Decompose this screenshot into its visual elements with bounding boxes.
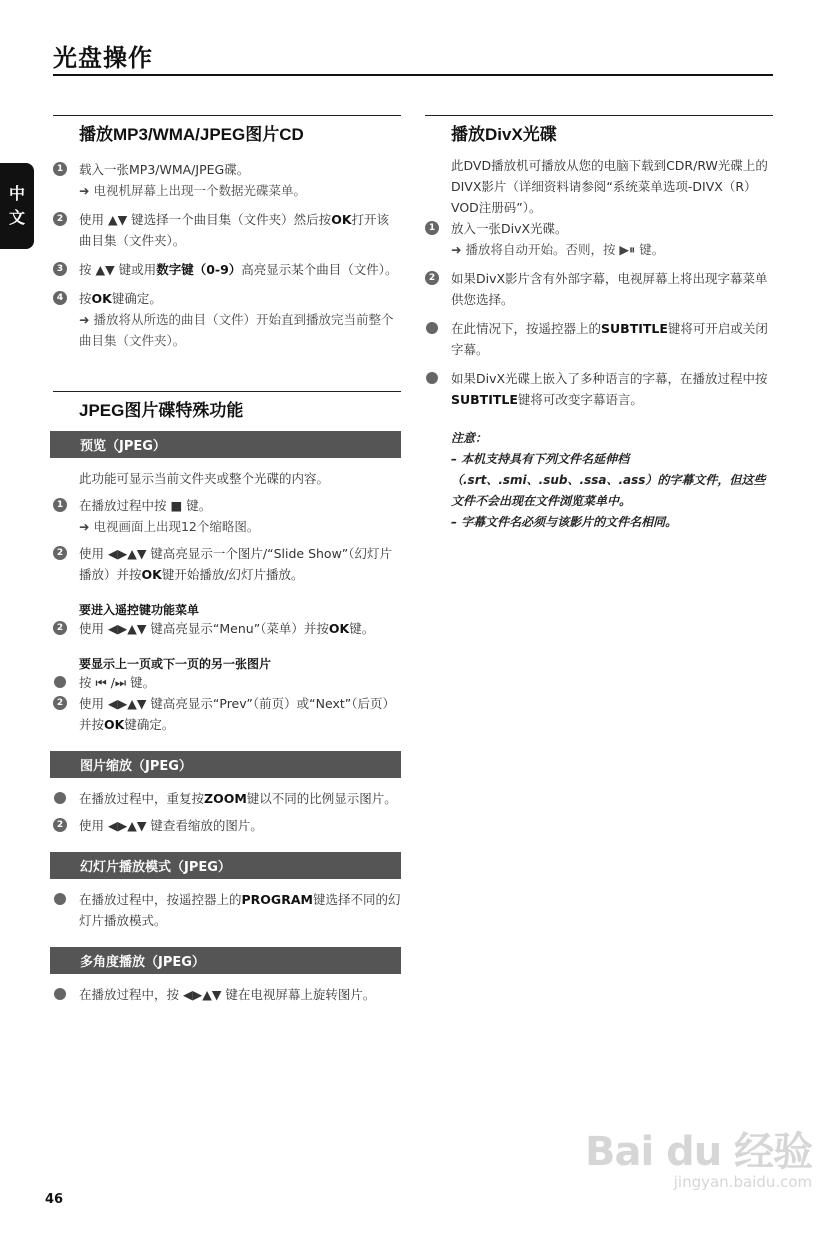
title-rule — [53, 74, 773, 76]
step-text: 在此情况下，按遥控器上的 — [451, 321, 602, 336]
bar-preview: 预览（JPEG） — [50, 431, 401, 458]
watermark — [585, 1120, 812, 1191]
step-4 — [53, 288, 401, 351]
step-text-cont: 键选择不同的幻灯片播放模式。 — [79, 892, 401, 928]
step-text: 使用 ◀▶▲▼ 键高亮显示“Prev”（前页）或“Next”（后页）并按 — [79, 696, 395, 732]
bullet-icon — [54, 792, 66, 804]
step-text-cont: 高亮显示某个曲目（文件）。 — [241, 262, 398, 277]
step-number-icon: 3 — [53, 262, 67, 276]
language-tab — [0, 163, 34, 249]
key-subtitle: SUBTITLE — [601, 321, 668, 336]
key-ok: OK — [331, 212, 352, 227]
page-step-1 — [53, 672, 401, 693]
zoom-step-2 — [53, 815, 401, 836]
step-1 — [53, 159, 401, 201]
step-text: 使用 ◀▶▲▼ 键高亮显示“Menu”（菜单）并按 — [79, 621, 329, 636]
step-number-icon: 1 — [53, 162, 67, 176]
divx-step-4 — [425, 368, 773, 410]
bar-multi-angle: 多角度播放（JPEG） — [50, 947, 401, 974]
step-text-cont: 键开始播放/幻灯片播放。 — [161, 567, 304, 582]
divx-step-1 — [425, 218, 773, 260]
section-title-mp3-cd: 播放MP3/WMA/JPEG图片CD — [53, 115, 401, 145]
menu-step — [53, 618, 401, 639]
step-text-cont: 打开该曲目集（文件夹）。 — [79, 212, 390, 248]
note-heading: 注意： — [451, 431, 488, 445]
step-number-icon: 2 — [53, 696, 67, 710]
step-text: 如果DivX光碟上嵌入了多种语言的字幕，在播放过程中按 — [451, 371, 768, 386]
key-program: PROGRAM — [241, 892, 313, 907]
step-number-icon: 1 — [425, 221, 439, 235]
divx-step-3 — [425, 318, 773, 360]
step-result: ➜ 播放将从所选的曲目（文件）开始直到播放完当前整个曲目集（文件夹）。 — [79, 312, 394, 348]
key-ok: OK — [141, 567, 162, 582]
page-number: 46 — [45, 1192, 64, 1207]
bullet-icon — [426, 372, 438, 384]
step-result: ➜ 电视机屏幕上出现一个数据光碟菜单。 — [79, 183, 306, 198]
page-title: 光盘操作 — [53, 44, 153, 72]
subhead-page: 要显示上一页或下一页的另一张图片 — [79, 657, 272, 671]
watermark-url: jingyan.baidu.com — [673, 1173, 813, 1191]
step-result: ➜ 电视画面上出现12个缩略图。 — [79, 519, 260, 534]
right-column — [425, 115, 773, 533]
key-subtitle: SUBTITLE — [451, 392, 518, 407]
step-number-icon: 2 — [53, 212, 67, 226]
step-text: 在播放过程中，按 ◀▶▲▼ 键在电视屏幕上旋转图片。 — [79, 987, 376, 1002]
step-text: 使用 ◀▶▲▼ 键查看缩放的图片。 — [79, 818, 263, 833]
step-3 — [53, 259, 401, 280]
step-text-cont: 键将可改变字幕语言。 — [517, 392, 643, 407]
step-text-cont: 键。 — [349, 621, 375, 636]
bullet-icon — [54, 676, 66, 688]
left-column — [53, 115, 401, 1005]
note-2: – 字幕文件名必须与该影片的文件名相同。 — [451, 515, 678, 529]
step-number-icon: 2 — [53, 621, 67, 635]
key-ok: OK — [91, 291, 112, 306]
step-number-icon: 2 — [53, 546, 67, 560]
subhead-menu: 要进入遥控键功能菜单 — [79, 603, 200, 617]
step-text: 使用 ◀▶▲▼ 键高亮显示一个图片/“Slide Show”（幻灯片播放）并按 — [79, 546, 393, 582]
step-result: ➜ 播放将自动开始。否则，按 ▶⏸ 键。 — [451, 242, 665, 257]
step-text: 在播放过程中，按遥控器上的 — [79, 892, 242, 907]
bullet-icon — [426, 322, 438, 334]
step-text-cont: 键确定。 — [111, 291, 162, 306]
angle-step — [53, 984, 401, 1005]
watermark-logo: Bai du 经验 — [585, 1129, 813, 1175]
bullet-icon — [54, 988, 66, 1000]
note-1: – 本机支持具有下列文件名延伸档（.srt、.smi、.sub、.ssa、.ass）的字幕文件，但这些文件不会出现在文件浏览菜单中。 — [451, 452, 766, 508]
step-text: 按 — [79, 291, 92, 306]
bar-zoom: 图片缩放（JPEG） — [50, 751, 401, 778]
key-zoom: ZOOM — [204, 791, 247, 806]
preview-step-1 — [53, 495, 401, 537]
step-text-cont: 键将可开启或关闭字幕。 — [451, 321, 768, 357]
section-title-jpeg-features: JPEG图片碟特殊功能 — [53, 391, 401, 421]
divx-intro: 此DVD播放机可播放从您的电脑下载到CDR/RW光碟上的DIVX影片（详细资料请参阅“系统菜单选项-DIVX（R）VOD注册码”）。 — [451, 158, 768, 215]
step-number-icon: 2 — [53, 818, 67, 832]
step-number-icon: 2 — [425, 271, 439, 285]
step-text: 如果DivX影片含有外部字幕，电视屏幕上将出现字幕菜单供您选择。 — [451, 271, 768, 307]
key-ok: OK — [328, 621, 350, 636]
zoom-step-1 — [53, 788, 401, 809]
key-digits: 数字键（0-9） — [156, 262, 242, 277]
step-text-cont: 键以不同的比例显示图片。 — [246, 791, 397, 806]
step-text: 放入一张DivX光碟。 — [451, 221, 568, 236]
bullet-icon — [54, 893, 66, 905]
divx-step-2 — [425, 268, 773, 310]
step-text: 在播放过程中，重复按 — [79, 791, 205, 806]
step-text: 按 ⏮ /⏭ 键。 — [79, 675, 156, 690]
key-ok: OK — [104, 717, 125, 732]
step-number-icon: 1 — [53, 498, 67, 512]
step-text-cont: 键确定。 — [124, 717, 175, 732]
lang-tab-char-1: 中 — [8, 184, 25, 203]
lang-tab-char-2: 文 — [8, 208, 25, 227]
step-text: 使用 ▲▼ 键选择一个曲目集（文件夹）然后按 — [79, 212, 332, 227]
bar-slideshow: 幻灯片播放模式（JPEG） — [50, 852, 401, 879]
step-text: 按 ▲▼ 键或用 — [79, 262, 157, 277]
page-step-2 — [53, 693, 401, 735]
section-title-divx: 播放DivX光碟 — [425, 115, 773, 145]
step-text: 载入一张MP3/WMA/JPEG碟。 — [79, 162, 250, 177]
step-text: 在播放过程中按 ■ 键。 — [79, 498, 212, 513]
preview-step-2 — [53, 543, 401, 585]
step-2 — [53, 209, 401, 251]
step-number-icon: 4 — [53, 291, 67, 305]
slideshow-step — [53, 889, 401, 931]
preview-intro: 此功能可显示当前文件夹或整个光碟的内容。 — [79, 471, 330, 486]
